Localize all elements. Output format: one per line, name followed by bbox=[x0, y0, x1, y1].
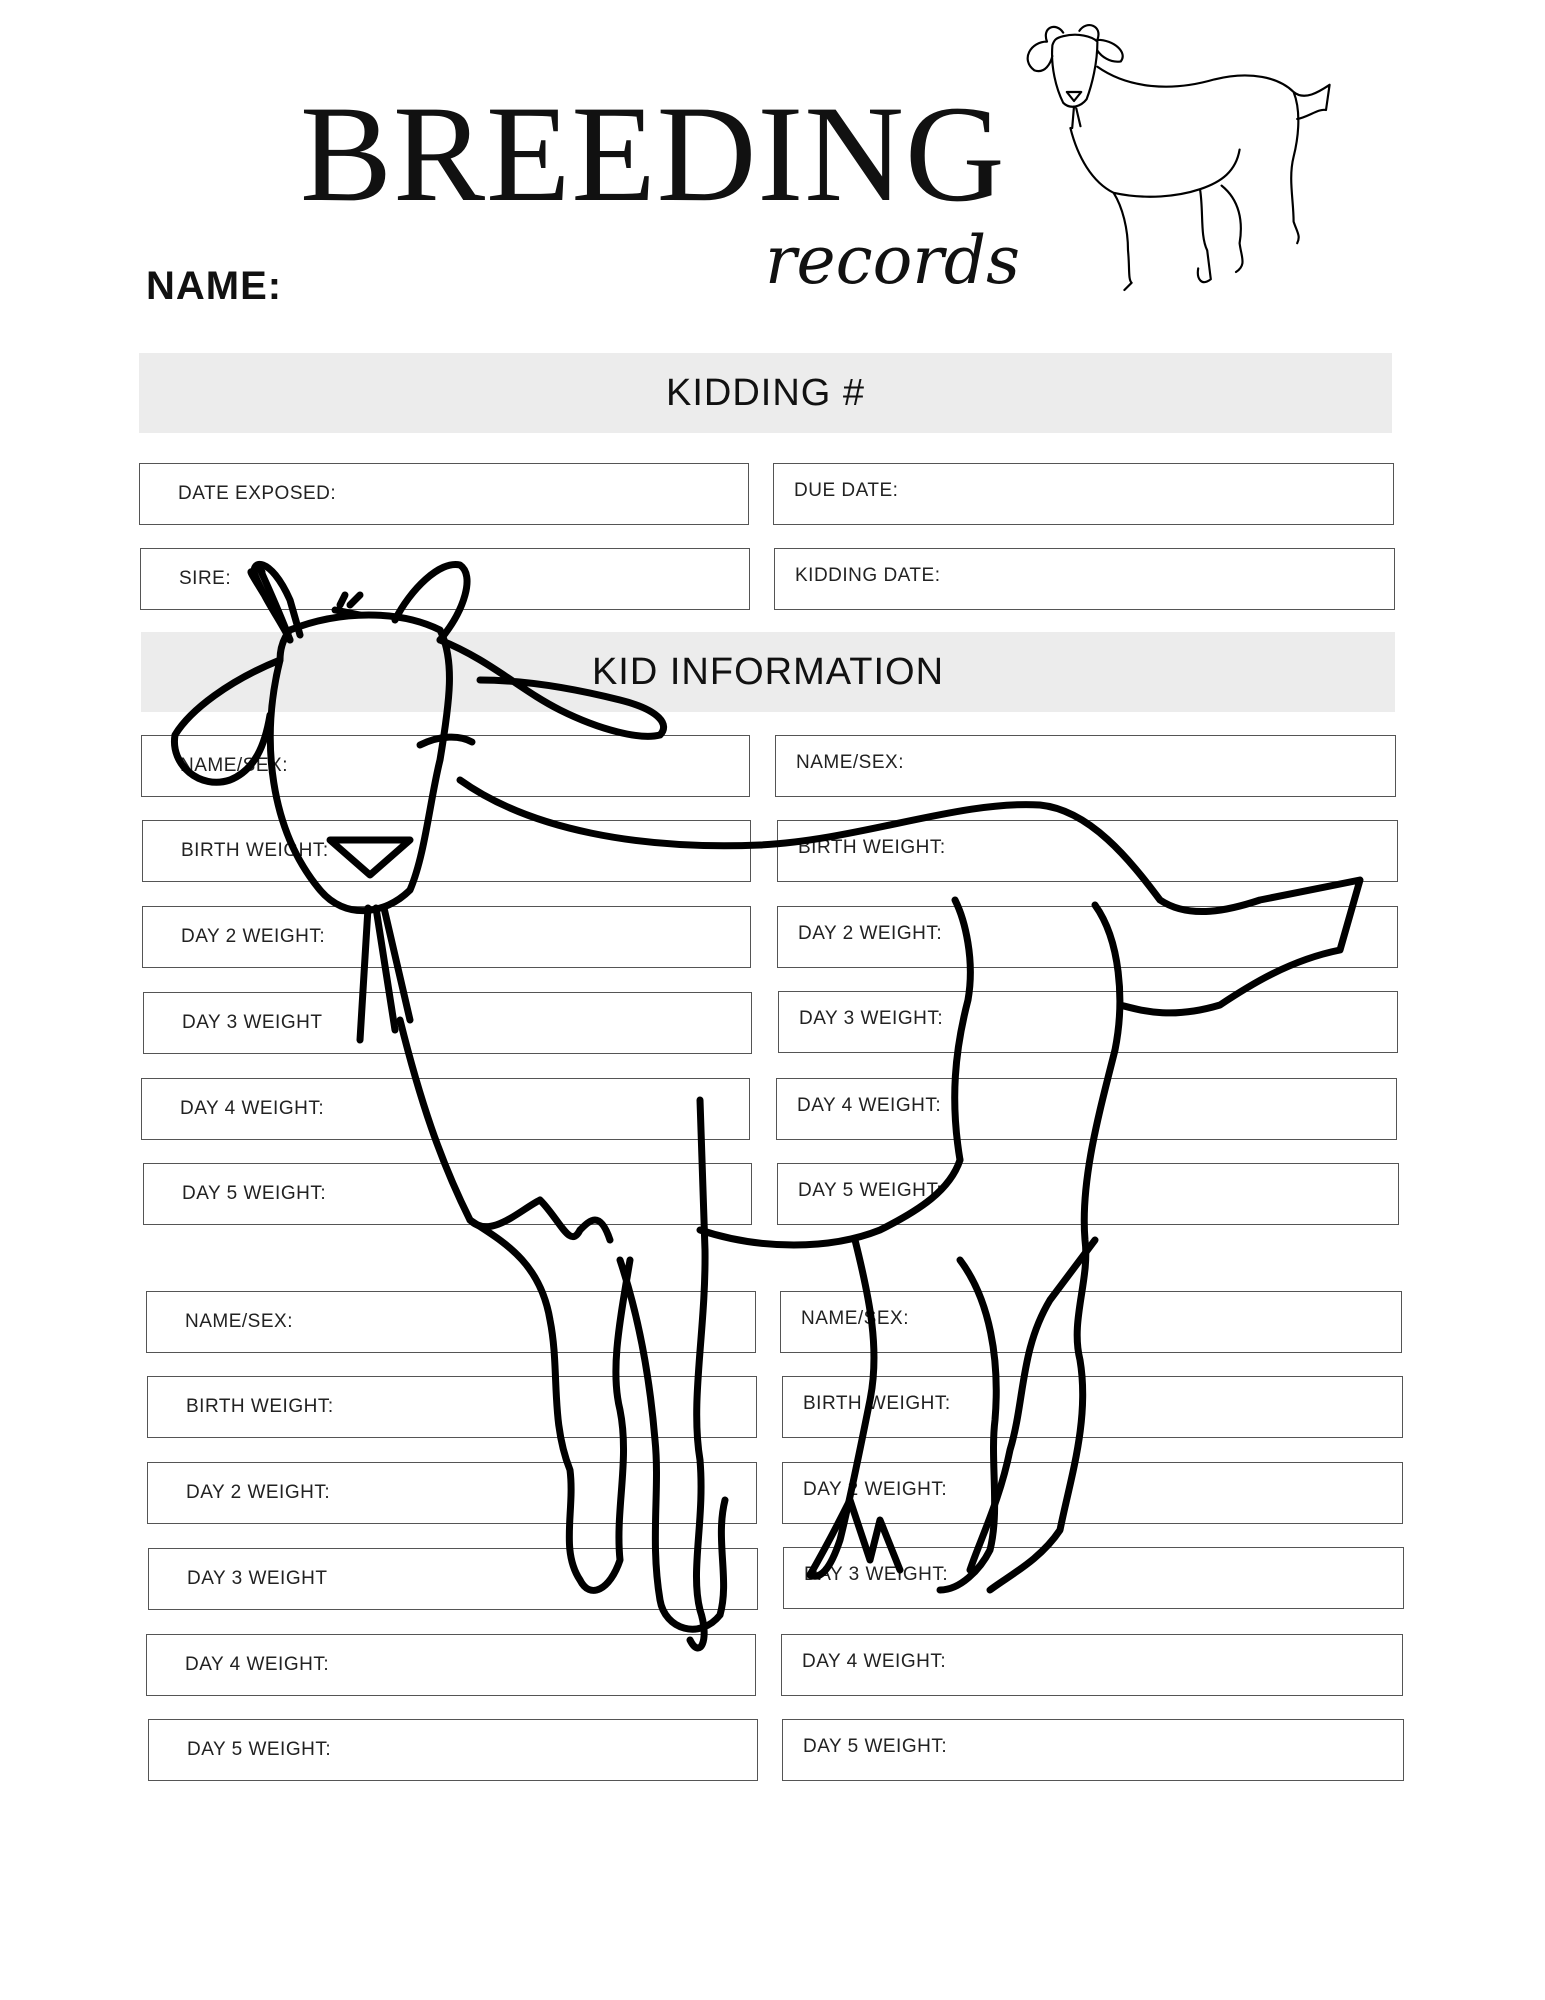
due-date-field[interactable]: DUE DATE: bbox=[773, 463, 1394, 525]
kidding-banner: KIDDING # bbox=[139, 353, 1392, 433]
kid1-day5-weight-field[interactable]: DAY 5 WEIGHT: bbox=[143, 1163, 752, 1225]
kid4-birth-weight-field[interactable]: BIRTH WEIGHT: bbox=[782, 1376, 1403, 1438]
page-subtitle: records bbox=[765, 222, 1020, 299]
kid1-day2-weight-field[interactable]: DAY 2 WEIGHT: bbox=[142, 906, 751, 968]
kid3-day2-weight-field[interactable]: DAY 2 WEIGHT: bbox=[147, 1462, 757, 1524]
kid-info-banner: KID INFORMATION bbox=[141, 632, 1395, 712]
kid2-day3-weight-field[interactable]: DAY 3 WEIGHT: bbox=[778, 991, 1398, 1053]
kid4-day4-weight-field[interactable]: DAY 4 WEIGHT: bbox=[781, 1634, 1403, 1696]
kid2-day4-weight-field[interactable]: DAY 4 WEIGHT: bbox=[776, 1078, 1397, 1140]
kid3-day5-weight-field[interactable]: DAY 5 WEIGHT: bbox=[148, 1719, 758, 1781]
kid2-birth-weight-field[interactable]: BIRTH WEIGHT: bbox=[777, 820, 1398, 882]
kid2-name-sex-field[interactable]: NAME/SEX: bbox=[775, 735, 1396, 797]
kid2-day2-weight-field[interactable]: DAY 2 WEIGHT: bbox=[777, 906, 1398, 968]
kid1-name-sex-field[interactable]: NAME/SEX: bbox=[141, 735, 750, 797]
kid3-birth-weight-field[interactable]: BIRTH WEIGHT: bbox=[147, 1376, 757, 1438]
kid4-day2-weight-field[interactable]: DAY 2 WEIGHT: bbox=[782, 1462, 1403, 1524]
kid4-day5-weight-field[interactable]: DAY 5 WEIGHT: bbox=[782, 1719, 1404, 1781]
kid3-day3-weight-field[interactable]: DAY 3 WEIGHT bbox=[148, 1548, 758, 1610]
kid3-name-sex-field[interactable]: NAME/SEX: bbox=[146, 1291, 756, 1353]
name-label: NAME: bbox=[146, 264, 283, 308]
page-title: BREEDING bbox=[300, 77, 1006, 230]
kid2-day5-weight-field[interactable]: DAY 5 WEIGHT: bbox=[777, 1163, 1399, 1225]
kid1-birth-weight-field[interactable]: BIRTH WEIGHT: bbox=[142, 820, 751, 882]
kid4-day3-weight-field[interactable]: DAY 3 WEIGHT: bbox=[783, 1547, 1404, 1609]
date-exposed-field[interactable]: DATE EXPOSED: bbox=[139, 463, 749, 525]
sire-field[interactable]: SIRE: bbox=[140, 548, 750, 610]
kid4-name-sex-field[interactable]: NAME/SEX: bbox=[780, 1291, 1402, 1353]
kid3-day4-weight-field[interactable]: DAY 4 WEIGHT: bbox=[146, 1634, 756, 1696]
kidding-date-field[interactable]: KIDDING DATE: bbox=[774, 548, 1395, 610]
kid1-day4-weight-field[interactable]: DAY 4 WEIGHT: bbox=[141, 1078, 750, 1140]
kid1-day3-weight-field[interactable]: DAY 3 WEIGHT bbox=[143, 992, 752, 1054]
